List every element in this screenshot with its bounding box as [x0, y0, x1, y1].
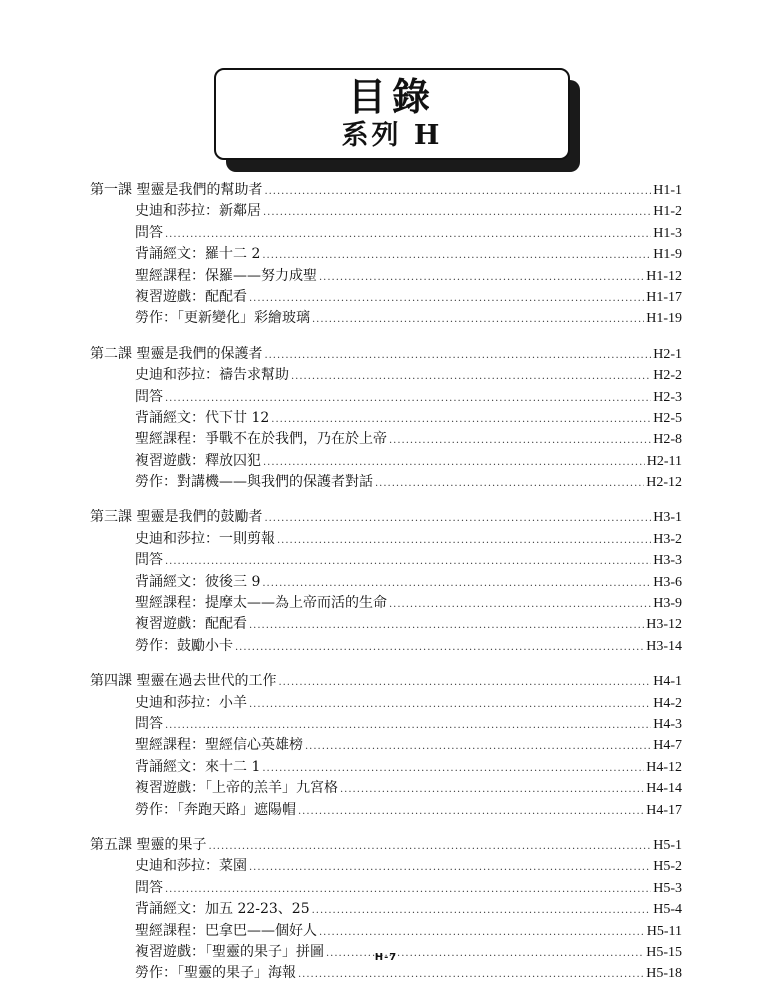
entry-title: 複習遊戲：配配看: [135, 616, 247, 633]
entry-page-number: H1-17: [646, 289, 682, 305]
toc-lesson-section: [90, 344, 682, 494]
entry-page-number: H2-8: [653, 432, 682, 448]
toc-lesson-heading: [90, 507, 682, 528]
entry-title: 勞作：鼓勵小卡: [135, 637, 233, 654]
lesson-page-number: H4-1: [653, 674, 682, 690]
entry-page-number: H3-14: [646, 638, 682, 654]
table-of-contents: [90, 180, 682, 999]
toc-entry: [90, 365, 682, 386]
entry-page-number: H5-2: [653, 859, 682, 875]
toc-entry: [90, 636, 682, 657]
toc-entry: [90, 529, 682, 550]
dot-leader: [375, 473, 644, 494]
entry-page-number: H2-3: [653, 389, 682, 405]
toc-entry: [90, 387, 682, 408]
dot-leader: [262, 245, 651, 266]
toc-entry: [90, 614, 682, 635]
entry-title: 背誦經文：加五 22-23、25: [135, 901, 310, 918]
entry-title: 複習遊戲：釋放囚犯: [135, 452, 261, 469]
entry-page-number: H4-17: [646, 802, 682, 818]
toc-lesson-section: [90, 671, 682, 821]
entry-page-number: H4-7: [653, 738, 682, 754]
toc-entry: [90, 856, 682, 877]
dot-leader: [264, 508, 651, 529]
dot-leader: [262, 573, 651, 594]
entry-title: 勞作：「更新變化」彩繪玻璃: [135, 310, 310, 327]
entry-page-number: H5-3: [653, 880, 682, 896]
entry-page-number: H3-6: [653, 574, 682, 590]
entry-page-number: H1-19: [646, 311, 682, 327]
toc-lesson-section: [90, 180, 682, 330]
toc-entry: [90, 408, 682, 429]
title-banner: [214, 68, 582, 172]
entry-page-number: H4-2: [653, 695, 682, 711]
entry-page-number: H5-4: [653, 902, 682, 918]
lesson-title: 第一課 聖靈是我們的幫助者: [90, 182, 263, 198]
dot-leader: [249, 694, 651, 715]
dot-leader: [278, 672, 651, 693]
dot-leader: [312, 900, 652, 921]
toc-entry: [90, 899, 682, 920]
entry-title: 複習遊戲：「上帝的羔羊」九宮格: [135, 780, 338, 797]
dot-leader: [305, 736, 651, 757]
entry-title: 史迪和莎拉：一則剪報: [135, 530, 275, 547]
entry-title: 問答: [135, 552, 163, 569]
toc-entry: [90, 921, 682, 942]
toc-entry: [90, 593, 682, 614]
entry-title: 背誦經文：代下廿 12: [135, 409, 270, 426]
toc-entry: [90, 778, 682, 799]
entry-title: 聖經課程：巴拿巴——個好人: [135, 922, 317, 939]
entry-title: 聖經課程：聖經信心英雄榜: [135, 737, 303, 754]
title-box: [214, 68, 570, 160]
dot-leader: [277, 530, 651, 551]
dot-leader: [262, 758, 644, 779]
entry-title: 背誦經文：來十二 1: [135, 758, 261, 775]
toc-lesson-section: [90, 507, 682, 657]
dot-leader: [249, 288, 644, 309]
dot-leader: [340, 779, 644, 800]
toc-entry: [90, 223, 682, 244]
dot-leader: [165, 388, 651, 409]
toc-entry: [90, 735, 682, 756]
dot-leader: [319, 267, 644, 288]
entry-page-number: H4-12: [646, 759, 682, 775]
dot-leader: [271, 409, 651, 430]
entry-page-number: H4-3: [653, 716, 682, 732]
entry-title: 問答: [135, 879, 163, 896]
entry-page-number: H3-3: [653, 553, 682, 569]
entry-page-number: H1-2: [653, 204, 682, 220]
entry-title: 背誦經文：彼後三 9: [135, 573, 261, 590]
toc-entry: [90, 693, 682, 714]
dot-leader: [389, 594, 651, 615]
toc-entry: [90, 287, 682, 308]
page-title: 目錄: [347, 75, 436, 119]
dot-leader: [312, 309, 644, 330]
lesson-title: 第二課 聖靈是我們的保護者: [90, 345, 263, 362]
dot-leader: [165, 715, 651, 736]
dot-leader: [249, 615, 644, 636]
entry-title: 問答: [135, 715, 163, 732]
dot-leader: [263, 452, 645, 473]
dot-leader: [235, 637, 644, 658]
toc-entry: [90, 757, 682, 778]
page-subtitle: 系列 H: [341, 120, 443, 151]
entry-title: 聖經課程：保羅——努力成聖: [135, 267, 317, 284]
entry-title: 史迪和莎拉：小羊: [135, 694, 247, 711]
toc-lesson-heading: [90, 671, 682, 692]
toc-entry: [90, 308, 682, 329]
toc-entry: [90, 572, 682, 593]
dot-leader: [389, 430, 651, 451]
toc-lesson-heading: [90, 180, 682, 201]
toc-entry: [90, 201, 682, 222]
entry-page-number: H3-12: [646, 617, 682, 633]
entry-title: 史迪和莎拉：新鄰居: [135, 203, 261, 220]
entry-page-number: H1-12: [646, 268, 682, 284]
lesson-page-number: H3-1: [653, 510, 682, 526]
entry-title: 史迪和莎拉：禱告求幫助: [135, 367, 289, 384]
entry-page-number: H2-12: [646, 475, 682, 491]
entry-title: 問答: [135, 388, 163, 405]
toc-entry: [90, 429, 682, 450]
lesson-title: 第五課 聖靈的果子: [90, 836, 207, 853]
entry-title: 複習遊戲：配配看: [135, 288, 247, 305]
toc-entry: [90, 800, 682, 821]
toc-entry: [90, 472, 682, 493]
entry-page-number: H4-14: [646, 781, 682, 797]
toc-lesson-heading: [90, 344, 682, 365]
entry-title: 聖經課程：提摩太——為上帝而活的生命: [135, 595, 387, 612]
entry-page-number: H2-5: [653, 410, 682, 426]
dot-leader: [165, 879, 651, 900]
entry-title: 背誦經文：羅十二 2: [135, 246, 261, 263]
entry-page-number: H2-11: [646, 453, 682, 469]
toc-lesson-heading: [90, 835, 682, 856]
entry-page-number: H3-2: [653, 531, 682, 547]
toc-entry: [90, 451, 682, 472]
dot-leader: [319, 922, 645, 943]
lesson-page-number: H5-1: [653, 837, 682, 853]
toc-entry: [90, 714, 682, 735]
entry-page-number: H3-9: [653, 596, 682, 612]
entry-title: 勞作：「奔跑天路」遮陽帽: [135, 801, 296, 818]
toc-entry: [90, 266, 682, 287]
entry-page-number: H1-3: [653, 225, 682, 241]
entry-page-number: H2-2: [653, 368, 682, 384]
dot-leader: [291, 366, 651, 387]
entry-title: 複習遊戲：「聖靈的果子」拼圖: [135, 943, 324, 960]
toc-entry: [90, 878, 682, 899]
toc-entry: [90, 550, 682, 571]
dot-leader: [165, 224, 651, 245]
dot-leader: [298, 964, 644, 985]
lesson-page-number: H1-1: [653, 183, 682, 198]
toc-entry: [90, 963, 682, 984]
toc-entry: [90, 244, 682, 265]
dot-leader: [264, 345, 651, 366]
entry-title: 聖經課程：爭戰不在於我們，乃在於上帝: [135, 431, 387, 448]
entry-page-number: H5-11: [646, 923, 682, 939]
entry-title: 勞作：「聖靈的果子」海報: [135, 965, 296, 982]
entry-page-number: H1-9: [653, 247, 682, 263]
page-number: H-7: [374, 952, 398, 963]
entry-page-number: H5-15: [646, 944, 682, 960]
dot-leader: [264, 181, 651, 202]
lesson-page-number: H2-1: [653, 346, 682, 362]
dot-leader: [263, 202, 651, 223]
entry-title: 問答: [135, 224, 163, 241]
dot-leader: [165, 551, 651, 572]
lesson-title: 第四課 聖靈在過去世代的工作: [90, 673, 277, 690]
lesson-title: 第三課 聖靈是我們的鼓勵者: [90, 509, 263, 526]
entry-title: 史迪和莎拉：菜園: [135, 858, 247, 875]
dot-leader: [298, 801, 644, 822]
dot-leader: [208, 836, 651, 857]
entry-title: 勞作：對講機——與我們的保護者對話: [135, 474, 373, 491]
entry-page-number: H5-18: [646, 966, 682, 982]
dot-leader: [249, 857, 651, 878]
